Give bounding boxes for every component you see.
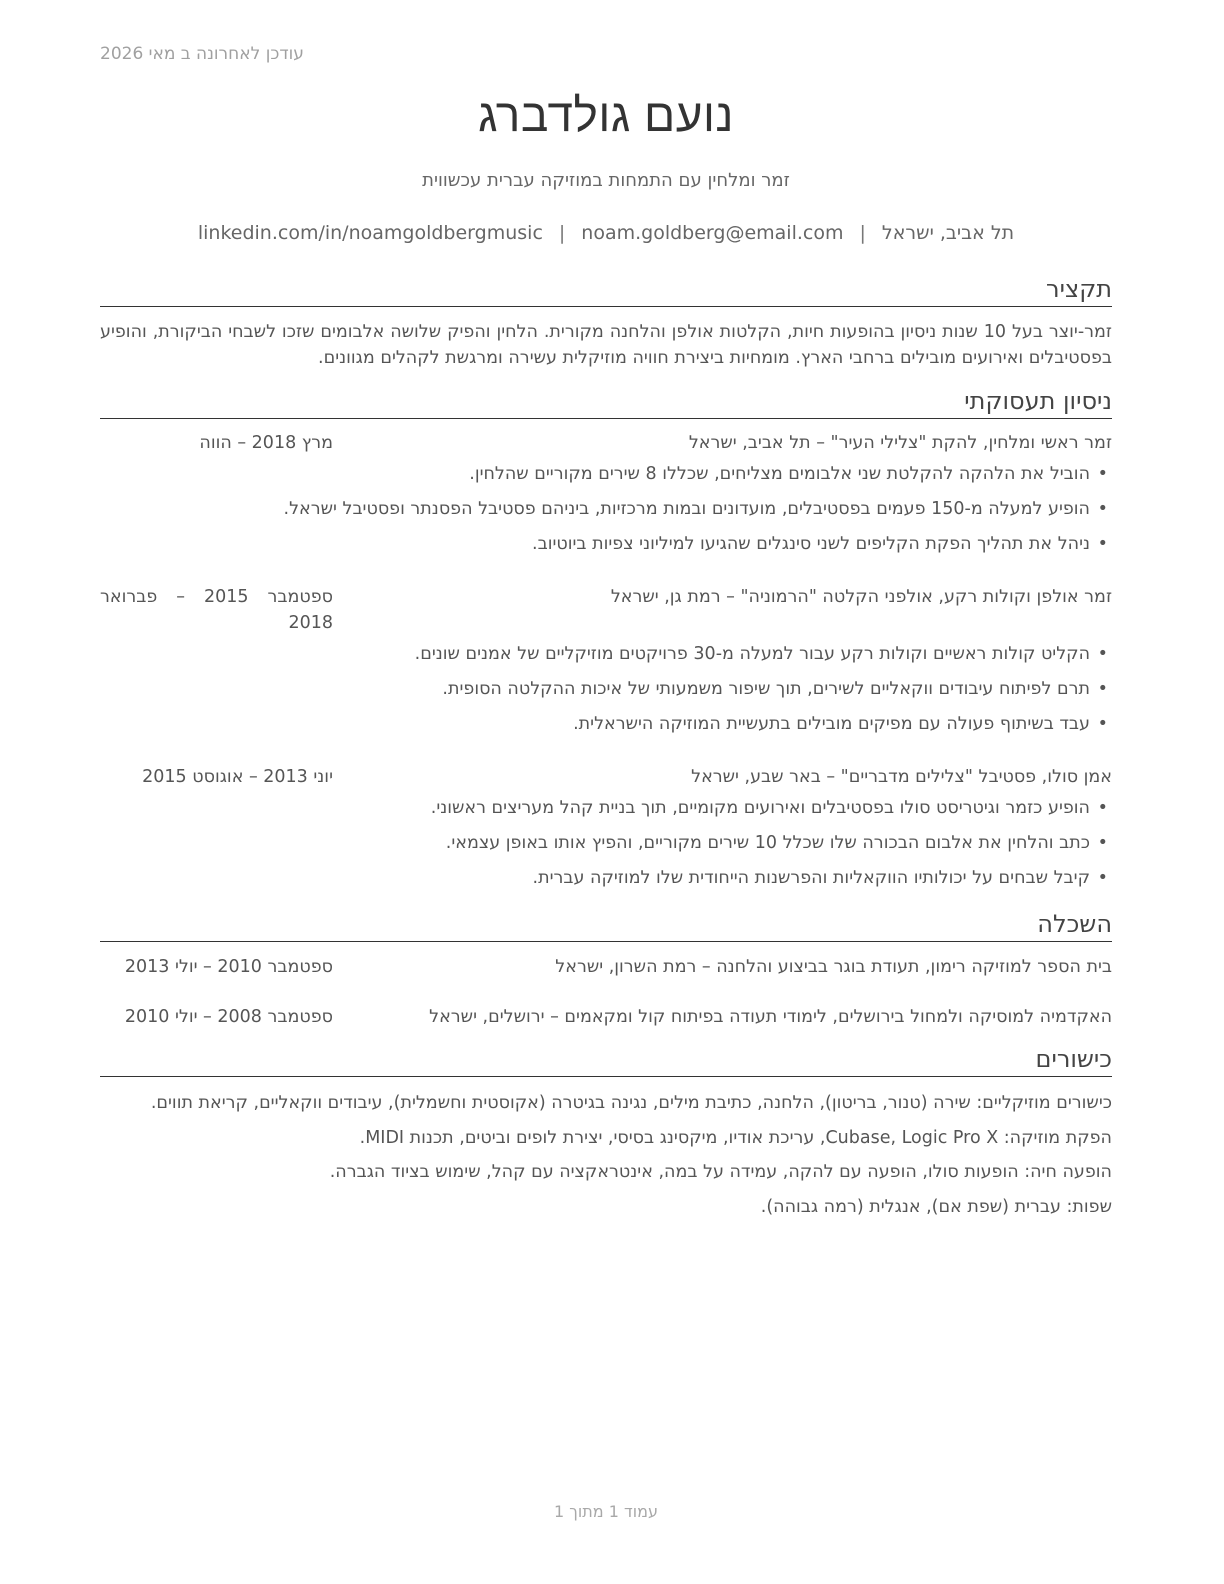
job-date: יוני 2013 – אוגוסט 2015	[142, 767, 333, 787]
education-title: האקדמיה למוסיקה ולמחול בירושלים, לימודי תעודה בפיתוח קול ומקאמים – ירושלים, ישראל	[429, 1007, 1112, 1027]
list-item	[100, 641, 1112, 676]
bullet-icon: •	[1097, 499, 1108, 519]
job-bullets	[100, 461, 1112, 566]
person-subtitle: זמר ומלחין עם התמחות במוזיקה עברית עכשווית	[422, 170, 790, 191]
list-item	[100, 830, 1112, 865]
job-title: אמן סולו, פסטיבל "צלילים מדבריים" – באר שבע, ישראל	[691, 767, 1112, 787]
job-title: זמר ראשי ומלחין, להקת "צלילי העיר" – תל אביב, ישראל	[688, 433, 1112, 453]
bullet-icon: •	[1097, 833, 1108, 853]
bullet-icon: •	[1097, 868, 1108, 888]
page-number: עמוד 1 מתוך 1	[554, 1502, 658, 1521]
list-item	[100, 865, 1112, 900]
job-date: ספטמבר 2015 – פברואר 2018	[100, 587, 333, 633]
bullet-icon: •	[1097, 679, 1108, 699]
skills-list	[100, 1090, 1112, 1228]
skills-line: שפות: עברית (שפת אם), אנגלית (רמה גבוהה).	[760, 1196, 1112, 1217]
contact-separator: |	[859, 222, 866, 244]
bullet-text: הופיע כזמר וגיטריסט סולו בפסטיבלים ואירועים מקומיים, תוך בניית קהל מעריצים ראשוני.	[430, 798, 1090, 818]
list-item	[100, 461, 1112, 496]
bullet-icon: •	[1097, 644, 1108, 664]
person-name: נועם גולדברג	[478, 89, 734, 141]
education-title: בית הספר למוזיקה רימון, תעודת בוגר בביצוע והלחנה – רמת השרון, ישראל	[555, 957, 1112, 977]
education-item	[100, 954, 1112, 980]
education-date: ספטמבר 2008 – יולי 2010	[124, 1007, 333, 1027]
bullet-text: תרם לפיתוח עיבודים ווקאליים לשירים, תוך שיפור משמעותי של איכות ההקלטה הסופית.	[442, 679, 1090, 699]
list-item	[100, 676, 1112, 711]
education-date: ספטמבר 2010 – יולי 2013	[124, 957, 333, 977]
job-header	[100, 430, 1112, 456]
bullet-text: עבד בשיתוף פעולה עם מפיקים מובילים בתעשיית המוזיקה הישראלית.	[573, 714, 1090, 734]
bullet-icon: •	[1097, 714, 1108, 734]
job-header	[100, 584, 1112, 633]
skills-line: הופעה חיה: הופעות סולו, הופעה עם להקה, עמידה על במה, אינטראקציה עם קהל, שימוש בציוד הגברה.	[329, 1162, 1112, 1182]
resume-page	[100, 0, 1112, 1584]
list-item	[100, 795, 1112, 830]
section-title-skills: כישורים	[100, 1044, 1112, 1077]
job-date: מרץ 2018 – הווה	[199, 433, 333, 453]
section-title-summary: תקציר	[100, 274, 1112, 307]
skills-line: הפקת מוזיקה: Cubase, Logic Pro X, עריכת אודיו, מיקסינג בסיסי, יצירת לופים וביטים, תכנות MIDI.	[359, 1127, 1112, 1148]
education-item	[100, 1004, 1112, 1030]
bullet-text: כתב והלחין את אלבום הבכורה שלו שכלל 10 שירים מקוריים, והפיץ אותו באופן עצמאי.	[445, 833, 1090, 853]
skills-line: כישורים מוזיקליים: שירה (טנור, בריטון), הלחנה, כתיבת מילים, נגינה בגיטרה (אקוסטית וחשמלית), עיבודים ווקאליים, קריאת תווים.	[150, 1093, 1112, 1113]
bullet-icon: •	[1097, 464, 1108, 484]
list-item	[100, 711, 1112, 746]
list-item	[100, 496, 1112, 531]
bullet-text: הקליט קולות ראשיים וקולות רקע עבור למעלה מ-30 פרויקטים מוזיקליים של אמנים שונים.	[414, 644, 1090, 664]
bullet-text: הופיע למעלה מ-150 פעמים בפסטיבלים, מועדונים ובמות מרכזיות, ביניהם פסטיבל הפסנתר ופסטיבל ישראל.	[283, 499, 1090, 519]
contact-line	[100, 222, 1112, 244]
section-title-experience: ניסיון תעסוקתי	[100, 386, 1112, 419]
job-title: זמר אולפן וקולות רקע, אולפני הקלטה "הרמוניה" – רמת גן, ישראל	[610, 587, 1112, 607]
contact-email[interactable]: noam.goldberg@email.com	[581, 222, 844, 244]
summary-text: זמר-יוצר בעל 10 שנות ניסיון בהופעות חיות, הקלטות אולפן והלחנה מקורית. הלחין והפיק שלושה אלבומים שזכו לשבחי הביקורת, והופיע בפסטיבלים ואירועים מובילים ברחבי הארץ. מומחיות ביצירת חוויה מוזיקלית עשירה ומרגשת לקהלים מגוונים.	[100, 322, 1112, 368]
job-bullets	[100, 641, 1112, 746]
bullet-text: ניהל את תהליך הפקת הקליפים לשני סינגלים שהגיעו למיליוני צפיות ביוטיוב.	[532, 534, 1090, 554]
contact-linkedin[interactable]: linkedin.com/in/noamgoldbergmusic	[197, 222, 543, 244]
bullet-text: קיבל שבחים על יכולותיו הווקאליות והפרשנות הייחודית שלו למוזיקה עברית.	[532, 868, 1090, 888]
last-updated-note: עודכן לאחרונה ב מאי 2026	[100, 44, 304, 64]
job-bullets	[100, 795, 1112, 900]
section-title-education: השכלה	[100, 909, 1112, 942]
bullet-text: הוביל את הלהקה להקלטת שני אלבומים מצליחים, שכללו 8 שירים מקוריים שהלחין.	[469, 464, 1090, 484]
job-header	[100, 764, 1112, 790]
bullet-icon: •	[1097, 798, 1108, 818]
contact-separator: |	[558, 222, 566, 244]
list-item	[100, 531, 1112, 566]
bullet-icon: •	[1097, 534, 1108, 554]
contact-location: תל אביב, ישראל	[881, 222, 1015, 244]
